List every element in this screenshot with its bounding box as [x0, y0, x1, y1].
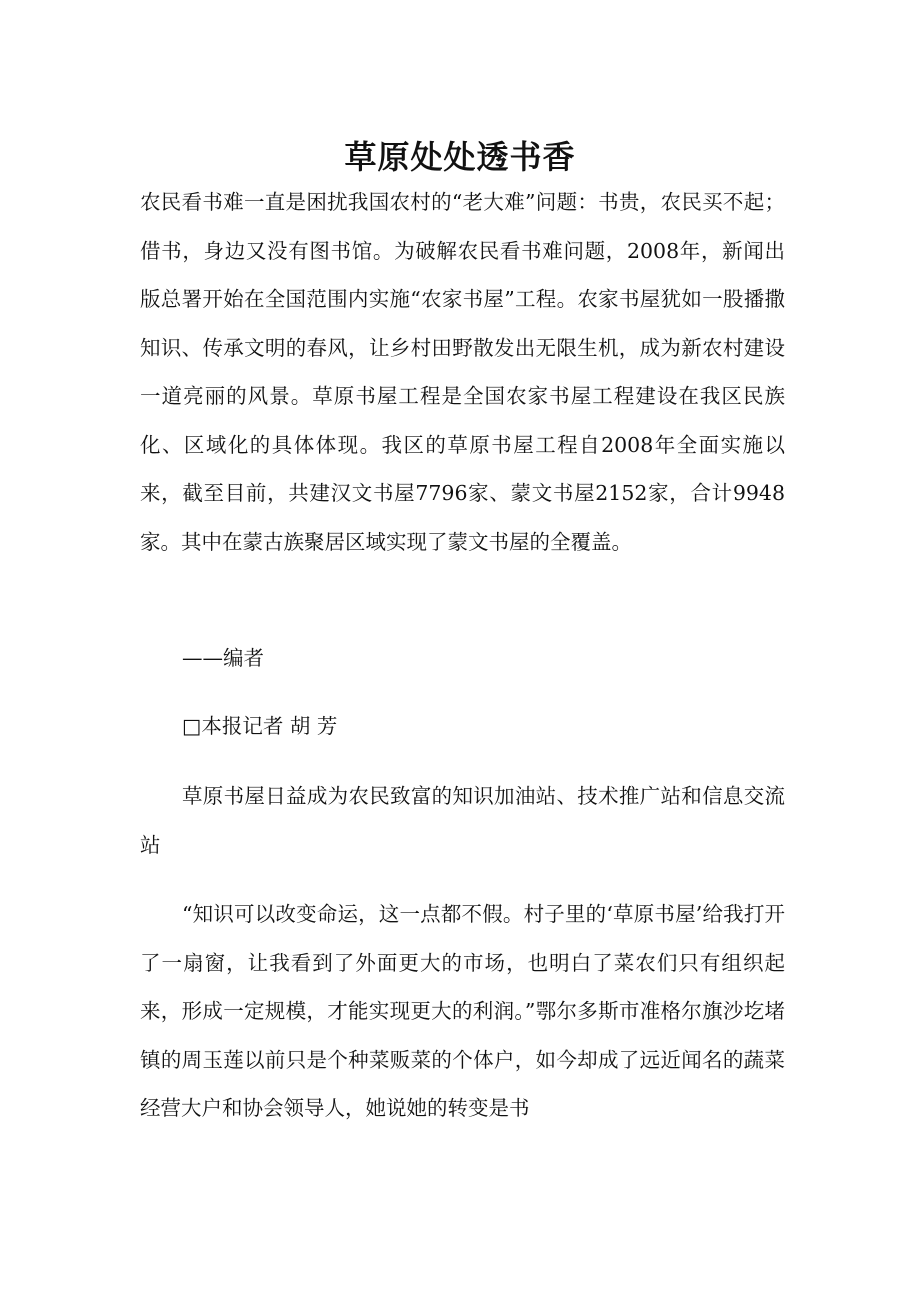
sub-heading: 草原书屋日益成为农民致富的知识加油站、技术推广站和信息交流站 — [140, 784, 785, 857]
article-title: 草原处处透书香 — [344, 138, 576, 177]
intro-paragraph: 农民看书难一直是困扰我国农村的“老大难”问题：书贵，农民买不起；借书，身边又没有图书馆。为破解农民看书难问题，2008年，新闻出版总署开始在全国范围内实施“农家书屋”工程。农家书屋犹如一股播撒知识、传承文明的春风，让乡村田野散发出无限生机，成为新农村建设一道亮丽的风景。草原书屋工程是全国农家书屋工程建设在我区民族化、区域化的具体体现。我区的草原书屋工程自2008年全面实施以来，截至目前，共建汉文书屋7796家、蒙文书屋2152家，合计9948家。其中在蒙古族聚居区域实现了蒙文书屋的全覆盖。 — [140, 190, 785, 554]
reporter-byline: □本报记者 胡 芳 — [182, 714, 338, 738]
body-paragraph: “知识可以改变命运，这一点都不假。村子里的‘草原书屋’给我打开了一扇窗，让我看到了外面更大的市场，也明白了菜农们只有组织起来，形成一定规模，才能实现更大的利润。”鄂尔多斯市准格尔旗沙圪堵镇的周玉莲以前只是个种菜贩菜的个体户，如今却成了远近闻名的蔬菜经营大户和协会领导人，她说她的转变是书 — [140, 902, 785, 1120]
editor-note: ——编者 — [182, 646, 264, 670]
